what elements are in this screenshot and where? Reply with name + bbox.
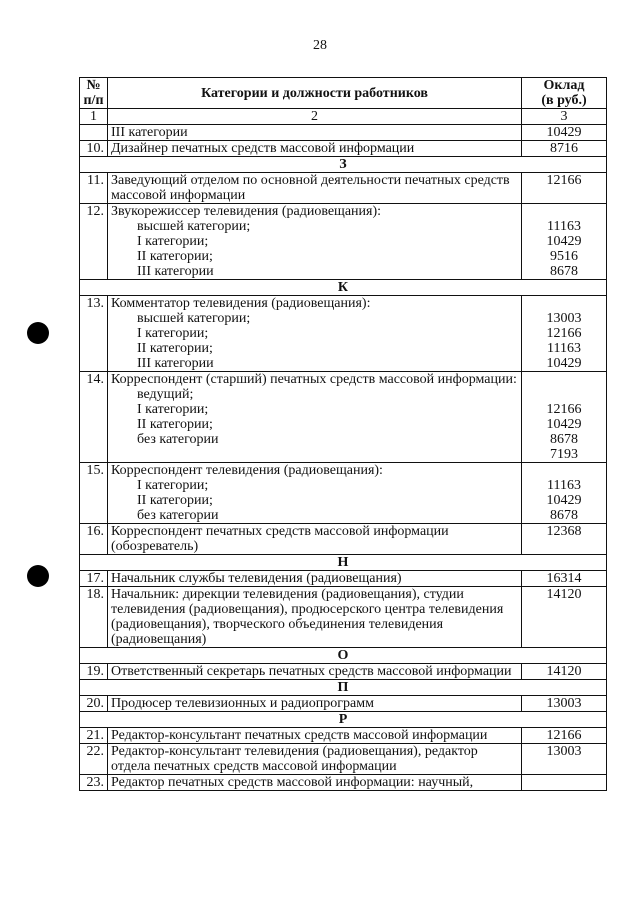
section-letter: З <box>80 157 607 173</box>
position-title: Заведующий отделом по основной деятельности печатных средств массовой информации <box>108 173 522 204</box>
header-salary: Оклад (в руб.) <box>522 78 607 109</box>
position-title: Редактор-консультант печатных средств массовой информации <box>108 728 522 744</box>
position-title: Корреспондент (старший) печатных средств массовой информации: <box>111 372 517 387</box>
category-label: II категории; <box>137 417 213 432</box>
col-number: 2 <box>108 109 522 125</box>
letter-section <box>80 680 607 696</box>
table-row <box>80 125 607 141</box>
section-letter: Р <box>80 712 607 728</box>
category-label: I категории; <box>137 402 209 417</box>
category-label: ведущий; <box>137 387 194 402</box>
row-number: 15. <box>80 463 108 524</box>
category-label: I категории; <box>137 234 209 249</box>
category-label: III категории <box>137 356 214 371</box>
category-label: без категории <box>137 508 219 523</box>
salary-value: 9516 <box>550 249 578 264</box>
table-row <box>80 141 607 157</box>
table-row <box>80 463 607 524</box>
row-number: 23. <box>80 775 108 791</box>
table-header <box>80 78 607 109</box>
salary-value: 8678 <box>550 432 578 447</box>
table-row <box>80 728 607 744</box>
category-label: II категории; <box>137 341 213 356</box>
position-title: Звукорежиссер телевидения (радиовещания): <box>111 204 382 219</box>
page-number: 28 <box>313 38 327 53</box>
table-row <box>80 372 607 463</box>
position-title: Начальник службы телевидения (радиовещания) <box>108 571 522 587</box>
position-title: Редактор печатных средств массовой информации: научный, <box>108 775 522 791</box>
row-number: 22. <box>80 744 108 775</box>
category-label: II категории; <box>137 493 213 508</box>
table-row <box>80 664 607 680</box>
position-title: Редактор-консультант телевидения (радиовещания), редактор отдела печатных средств массовой информации <box>108 744 522 775</box>
category-label: III категории <box>137 264 214 279</box>
table-row <box>80 587 607 648</box>
salary-value: 7193 <box>550 447 578 462</box>
salary-value: 8716 <box>522 141 607 157</box>
salary-value: 8678 <box>550 264 578 279</box>
salary-value: 13003 <box>522 744 607 775</box>
category-label: I категории; <box>137 478 209 493</box>
table-row <box>80 204 607 280</box>
section-letter: О <box>80 648 607 664</box>
salary-value: 11163 <box>547 478 581 493</box>
salary-value: 10429 <box>546 356 582 371</box>
salary-value: 10429 <box>546 234 582 249</box>
letter-section <box>80 555 607 571</box>
salary-value: 12368 <box>522 524 607 555</box>
salary-value: 12166 <box>546 326 582 341</box>
letter-section <box>80 712 607 728</box>
category-label: высшей категории; <box>137 311 251 326</box>
col-number: 3 <box>522 109 607 125</box>
header-num: № п/п <box>80 78 108 109</box>
row-number: 19. <box>80 664 108 680</box>
table-row <box>80 524 607 555</box>
salary-value: 14120 <box>522 587 607 648</box>
salary-value: 12166 <box>546 402 582 417</box>
letter-section <box>80 280 607 296</box>
salary-value: 13003 <box>522 696 607 712</box>
row-number: 16. <box>80 524 108 555</box>
table-row <box>80 744 607 775</box>
row-number: 13. <box>80 296 108 372</box>
col-number: 1 <box>80 109 108 125</box>
category-label: II категории; <box>137 249 213 264</box>
salary-value: 8678 <box>550 508 578 523</box>
table-row <box>80 696 607 712</box>
salary-value: 11163 <box>547 219 581 234</box>
salary-value: 13003 <box>546 311 582 326</box>
salary-value: 12166 <box>522 728 607 744</box>
position-title: Ответственный секретарь печатных средств массовой информации <box>108 664 522 680</box>
position-title: Дизайнер печатных средств массовой информации <box>108 141 522 157</box>
salary-value: 10429 <box>546 493 582 508</box>
row-number: 11. <box>80 173 108 204</box>
section-letter: Н <box>80 555 607 571</box>
binder-hole-icon <box>27 322 49 344</box>
salary-value: 14120 <box>522 664 607 680</box>
salary-value: 11163 <box>547 341 581 356</box>
salary-value: 16314 <box>522 571 607 587</box>
category-label: I категории; <box>137 326 209 341</box>
column-numbers-row <box>80 109 607 125</box>
header-title: Категории и должности работников <box>108 78 522 109</box>
row-number: 20. <box>80 696 108 712</box>
salary-value: 10429 <box>522 125 607 141</box>
category-label: III категории <box>108 125 522 141</box>
position-title: Начальник: дирекции телевидения (радиовещания), студии телевидения (радиовещания), продюсерского центра телевидения (радиовещания), творческого объединения телевидения (радиовещания) <box>108 587 522 648</box>
letter-section <box>80 157 607 173</box>
table-row <box>80 296 607 372</box>
table-row <box>80 571 607 587</box>
salary-table <box>79 77 607 791</box>
table-row <box>80 173 607 204</box>
row-number: 14. <box>80 372 108 463</box>
position-title: Комментатор телевидения (радиовещания): <box>111 296 371 311</box>
category-label: без категории <box>137 432 219 447</box>
position-title: Корреспондент печатных средств массовой информации (обозреватель) <box>108 524 522 555</box>
row-number: 21. <box>80 728 108 744</box>
section-letter: П <box>80 680 607 696</box>
row-number: 10. <box>80 141 108 157</box>
salary-value: 12166 <box>522 173 607 204</box>
position-title: Продюсер телевизионных и радиопрограмм <box>108 696 522 712</box>
salary-value: 10429 <box>546 417 582 432</box>
category-label: высшей категории; <box>137 219 251 234</box>
binder-hole-icon <box>27 565 49 587</box>
row-number: 17. <box>80 571 108 587</box>
position-title: Корреспондент телевидения (радиовещания): <box>111 463 383 478</box>
row-number: 18. <box>80 587 108 648</box>
section-letter: К <box>80 280 607 296</box>
table-row <box>80 775 607 791</box>
letter-section <box>80 648 607 664</box>
row-number: 12. <box>80 204 108 280</box>
